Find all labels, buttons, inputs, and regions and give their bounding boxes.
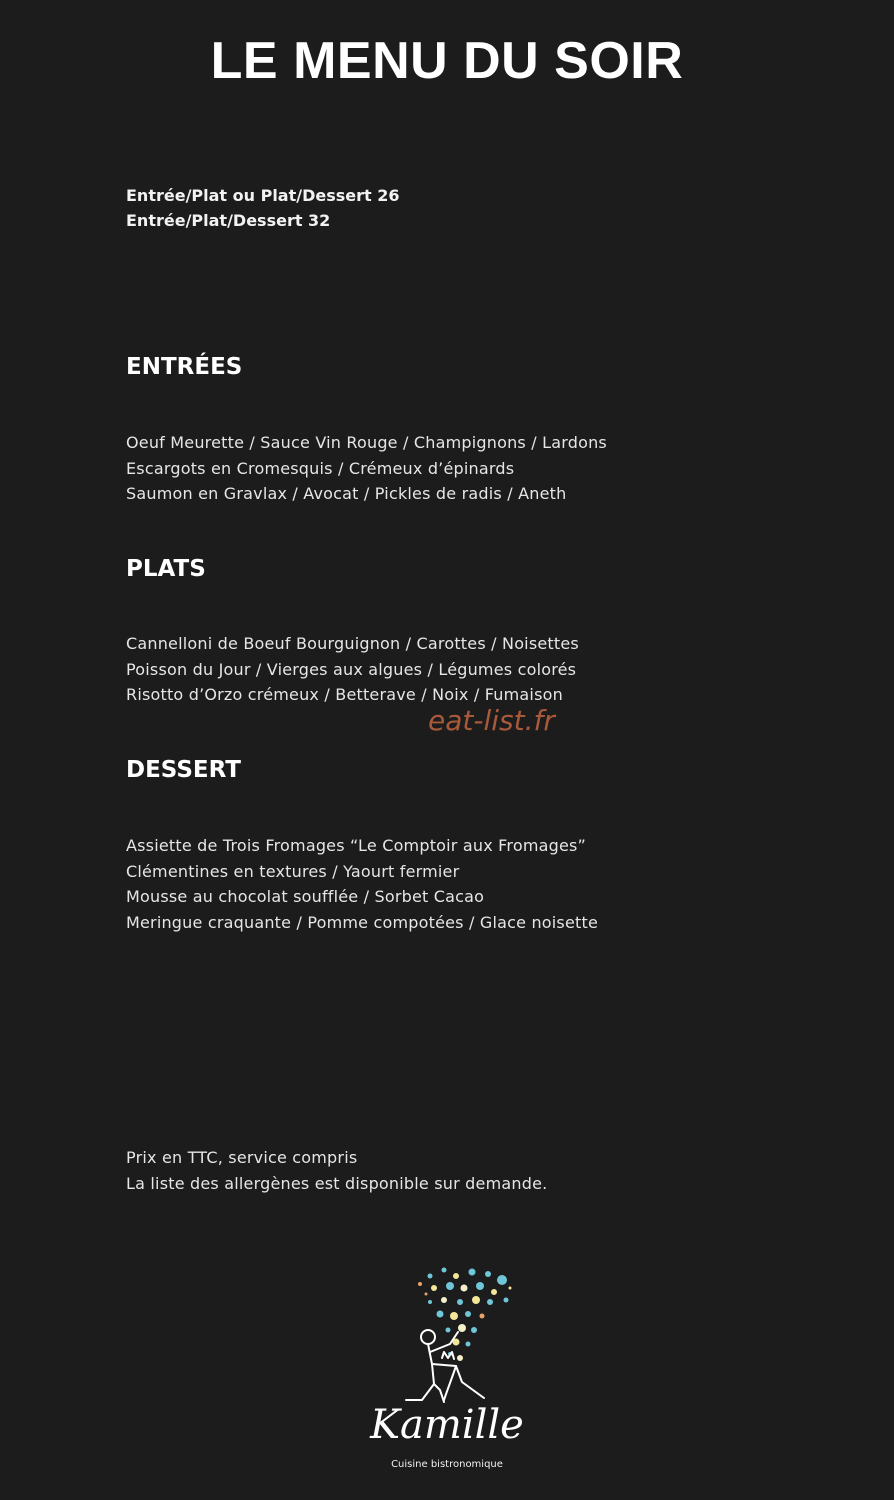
menu-item: Meringue craquante / Pomme compotées / Glace noisette [126, 912, 599, 932]
menu-item: Cannelloni de Boeuf Bourguignon / Carottes / Noisettes [126, 634, 579, 653]
footer-notes [126, 1145, 547, 1196]
note-line: La liste des allergènes est disponible sur demande. [126, 1173, 548, 1193]
section-title-plats: PLATS [126, 556, 206, 582]
section-title-dessert: DESSERT [126, 757, 241, 783]
section-items-entrees [126, 430, 607, 507]
watermark-text: eat-list.fr [428, 704, 555, 737]
menu-item: Poisson du Jour / Vierges aux algues / Légumes colorés [126, 659, 577, 679]
menu-item: Risotto d’Orzo crémeux / Betterave / Noix / Fumaison [126, 685, 563, 704]
formula-line: Entrée/Plat ou Plat/Dessert 26 [126, 186, 400, 205]
brand-tagline: Cuisine bistronomique [391, 1459, 503, 1470]
menu-item: Saumon en Gravlax / Avocat / Pickles de radis / Aneth [126, 484, 567, 503]
brand-name: Kamille [370, 1402, 524, 1448]
menu-item: Mousse au chocolat soufflée / Sorbet Cacao [126, 887, 485, 906]
menu-item: Oeuf Meurette / Sauce Vin Rouge / Champignons / Lardons [126, 433, 607, 452]
menu-item: Clémentines en textures / Yaourt fermier [126, 861, 460, 881]
formula-line: Entrée/Plat/Dessert 32 [126, 211, 331, 230]
section-title-entrees: ENTRÉES [126, 354, 243, 380]
section-items-dessert [126, 833, 598, 935]
note-line: Prix en TTC, service compris [126, 1148, 358, 1167]
menu-title: LE MENU DU SOIR [210, 32, 684, 90]
menu-item: Escargots en Cromesquis / Crémeux d’épinards [126, 458, 515, 478]
menu-item: Assiette de Trois Fromages “Le Comptoir aux Fromages” [126, 836, 587, 855]
menu-formulas [126, 183, 400, 233]
section-items-plats [126, 631, 579, 708]
